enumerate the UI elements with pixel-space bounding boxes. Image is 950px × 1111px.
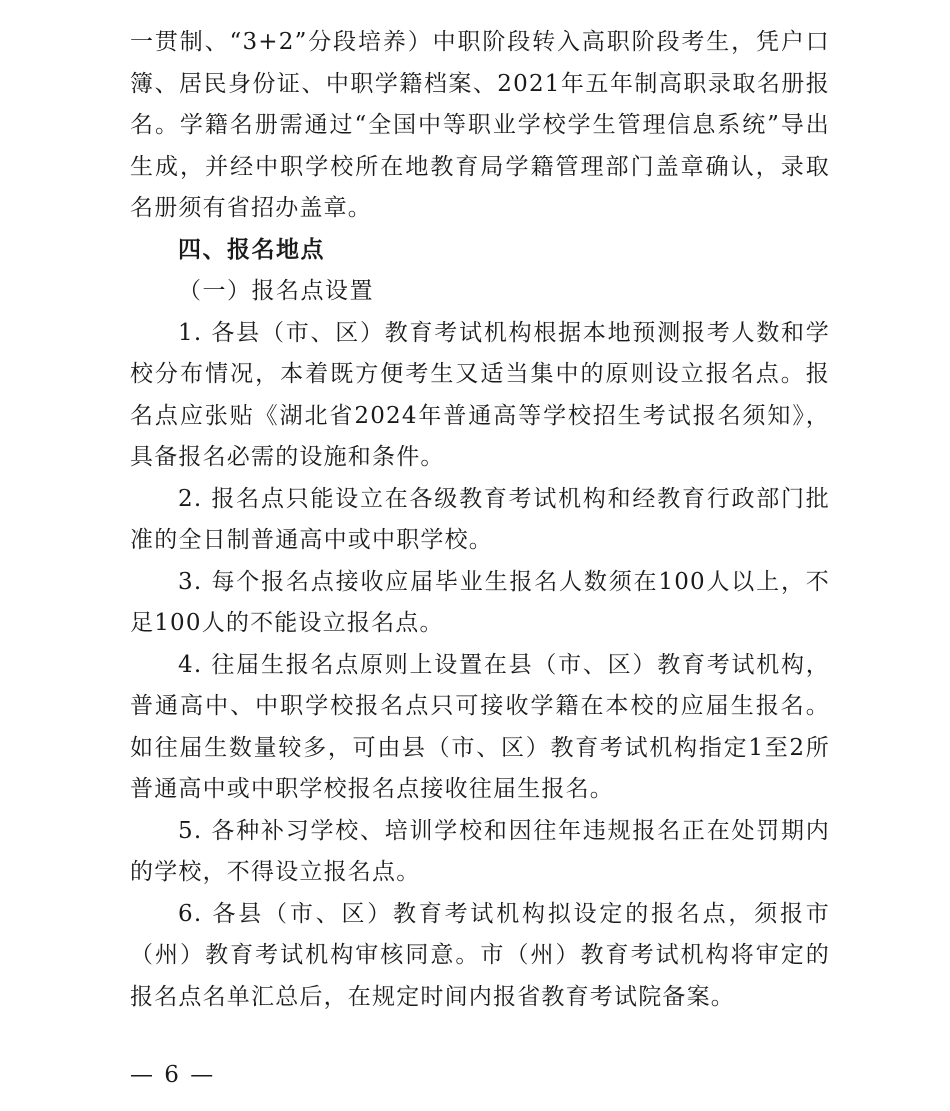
list-item-5: 5. 各种补习学校、培训学校和因往年违规报名正在处罚期内的学校，不得设立报名点。 xyxy=(130,817,830,885)
document-body xyxy=(130,22,830,1018)
page-number: — 6 — xyxy=(130,1062,216,1088)
paragraph-continuation: 一贯制、“3+2”分段培养）中职阶段转入高职阶段考生，凭户口簿、居民身份证、中职学籍档案、2021年五年制高职录取名册报名。学籍名册需通过“全国中等职业学校学生管理信息系统”导出生成，并经中职学校所在地教育局学籍管理部门盖章确认，录取名册须有省招办盖章。 xyxy=(130,29,830,221)
section-heading-registration-location: 四、报名地点 xyxy=(178,236,325,263)
subsection-heading-registration-point-setup: （一）报名点设置 xyxy=(178,278,374,304)
list-item-2: 2. 报名点只能设立在各级教育考试机构和经教育行政部门批准的全日制普通高中或中职学校。 xyxy=(130,485,830,553)
list-item-6: 6. 各县（市、区）教育考试机构拟设定的报名点，须报市（州）教育考试机构审核同意。市（州）教育考试机构将审定的报名点名单汇总后，在规定时间内报省教育考试院备案。 xyxy=(130,900,830,1010)
list-item-1: 1. 各县（市、区）教育考试机构根据本地预测报考人数和学校分布情况，本着既方便考生又适当集中的原则设立报名点。报名点应张贴《湖北省2024年普通高等学校招生考试报名须知》，具备报名必需的设施和条件。 xyxy=(130,319,830,470)
list-item-3: 3. 每个报名点接收应届毕业生报名人数须在100人以上，不足100人的不能设立报名点。 xyxy=(130,568,830,636)
list-item-4: 4. 往届生报名点原则上设置在县（市、区）教育考试机构，普通高中、中职学校报名点只可接收学籍在本校的应届生报名。如往届生数量较多，可由县（市、区）教育考试机构指定1至2所普通高中或中职学校报名点接收往届生报名。 xyxy=(130,651,830,802)
